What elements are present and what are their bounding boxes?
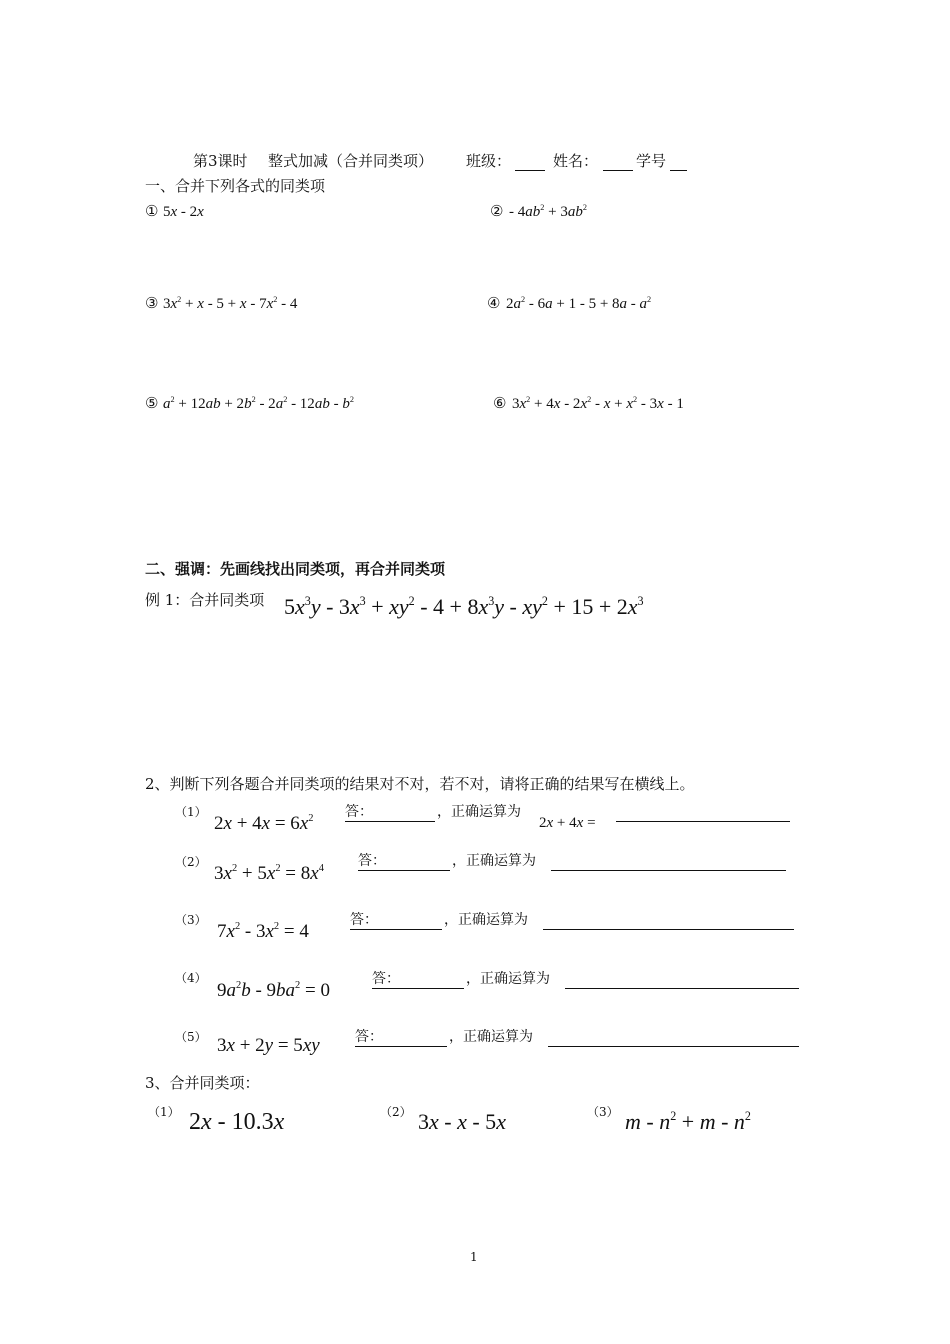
judge3-correct-label: ，正确运算为 [444, 912, 528, 928]
judge3-correct-blank[interactable] [543, 929, 794, 930]
judge1-number: （1） [175, 805, 207, 819]
judge3-number: （3） [175, 913, 207, 927]
merge3-number: （3） [587, 1105, 619, 1119]
section4-title: 3、合并同类项： [145, 1074, 260, 1092]
merge2-number: （2） [380, 1105, 412, 1119]
item1-expression: 5x - 2x [163, 204, 204, 220]
class-label: 班级： [466, 152, 512, 170]
judge3-answer-blank[interactable] [350, 929, 442, 930]
item4-expression: $2a^2 - 6a + 1 - 5 + 8a - a^2$ [506, 294, 652, 312]
item4-number: ④ [487, 294, 501, 312]
judge2-number: （2） [175, 855, 207, 869]
merge1-number: （1） [148, 1105, 180, 1119]
judge5-answer-label: 答： [355, 1029, 383, 1045]
judge4-number: （4） [175, 971, 207, 985]
lesson-number: 第3课时 [193, 152, 248, 170]
judge3-answer-label: 答： [350, 912, 378, 928]
judge1-expression: $2x + 4x = 6x^2$ [214, 813, 314, 834]
section3-title: 2、判断下列各题合并同类项的结果对不对，若不对，请将正确的结果写在横线上。 [145, 775, 695, 793]
item5-expression: $a^2 + 12ab + 2b^2 - 2a^2 - 12ab - b^2$ [163, 394, 354, 412]
class-blank[interactable] [515, 170, 545, 171]
item3-expression: $3x^2 + x - 5 + x - 7x^2 - 4$ [163, 294, 298, 312]
judge2-expression: $3x^2 + 5x^2 = 8x^4$ [214, 863, 324, 884]
judge2-correct-label: ，正确运算为 [452, 853, 536, 869]
section2-title: 二、强调：先画线找出同类项，再合并同类项 [145, 560, 446, 578]
judge4-answer-blank[interactable] [372, 988, 464, 989]
judge2-answer-blank[interactable] [358, 870, 450, 871]
judge1-answer-blank[interactable] [345, 821, 435, 822]
id-label: 学号 [636, 152, 667, 170]
judge1-correct-label: ，正确运算为 [437, 804, 521, 820]
page-title: 整式加减（合并同类项） [268, 152, 434, 170]
judge1-answer-label: 答： [345, 804, 373, 820]
judge5-expression: 3x + 2y = 5xy [217, 1035, 320, 1056]
id-blank[interactable] [670, 170, 687, 171]
judge1-correct-blank[interactable] [616, 821, 790, 822]
section1-title: 一、合并下列各式的同类项 [145, 177, 326, 195]
example-label: 例 1：合并同类项 [145, 591, 265, 609]
item2-expression: - $4ab^2 + 3ab^2$ [509, 202, 587, 220]
judge5-number: （5） [175, 1030, 207, 1044]
item1-number: ① [145, 202, 159, 220]
item5-number: ⑤ [145, 394, 159, 412]
judge5-answer-blank[interactable] [355, 1046, 447, 1047]
judge2-answer-label: 答： [358, 853, 386, 869]
item6-number: ⑥ [493, 394, 507, 412]
judge4-answer-label: 答： [372, 971, 400, 987]
judge5-correct-label: ，正确运算为 [449, 1029, 533, 1045]
judge3-expression: $7x^2 - 3x^2 = 4$ [217, 921, 309, 942]
item6-expression: $3x^2 + 4x - 2x^2 - x + x^2 - 3x - 1$ [512, 394, 684, 412]
merge2-expression: 3x - x - 5x [418, 1109, 506, 1134]
judge5-correct-blank[interactable] [548, 1046, 799, 1047]
name-blank[interactable] [603, 170, 633, 171]
judge4-expression: $9a^2b - 9ba^2 = 0$ [217, 980, 330, 1001]
name-label: 姓名： [553, 152, 599, 170]
merge1-expression: 2x - 10.3x [189, 1109, 285, 1135]
page-number: 1 [470, 1250, 478, 1264]
judge1-hint: 2x + 4x = [539, 815, 596, 831]
item2-number: ② [490, 202, 504, 220]
judge2-correct-blank[interactable] [551, 870, 786, 871]
item3-number: ③ [145, 294, 159, 312]
judge4-correct-label: ，正确运算为 [466, 971, 550, 987]
merge3-expression: $m - n^2 + m - n^2$ [625, 1108, 751, 1134]
judge4-correct-blank[interactable] [565, 988, 799, 989]
example-expression: $5x^3y - 3x^3 + xy^2 - 4 + 8x^3y - xy^2 + 15 + 2x^3$ [284, 593, 644, 619]
